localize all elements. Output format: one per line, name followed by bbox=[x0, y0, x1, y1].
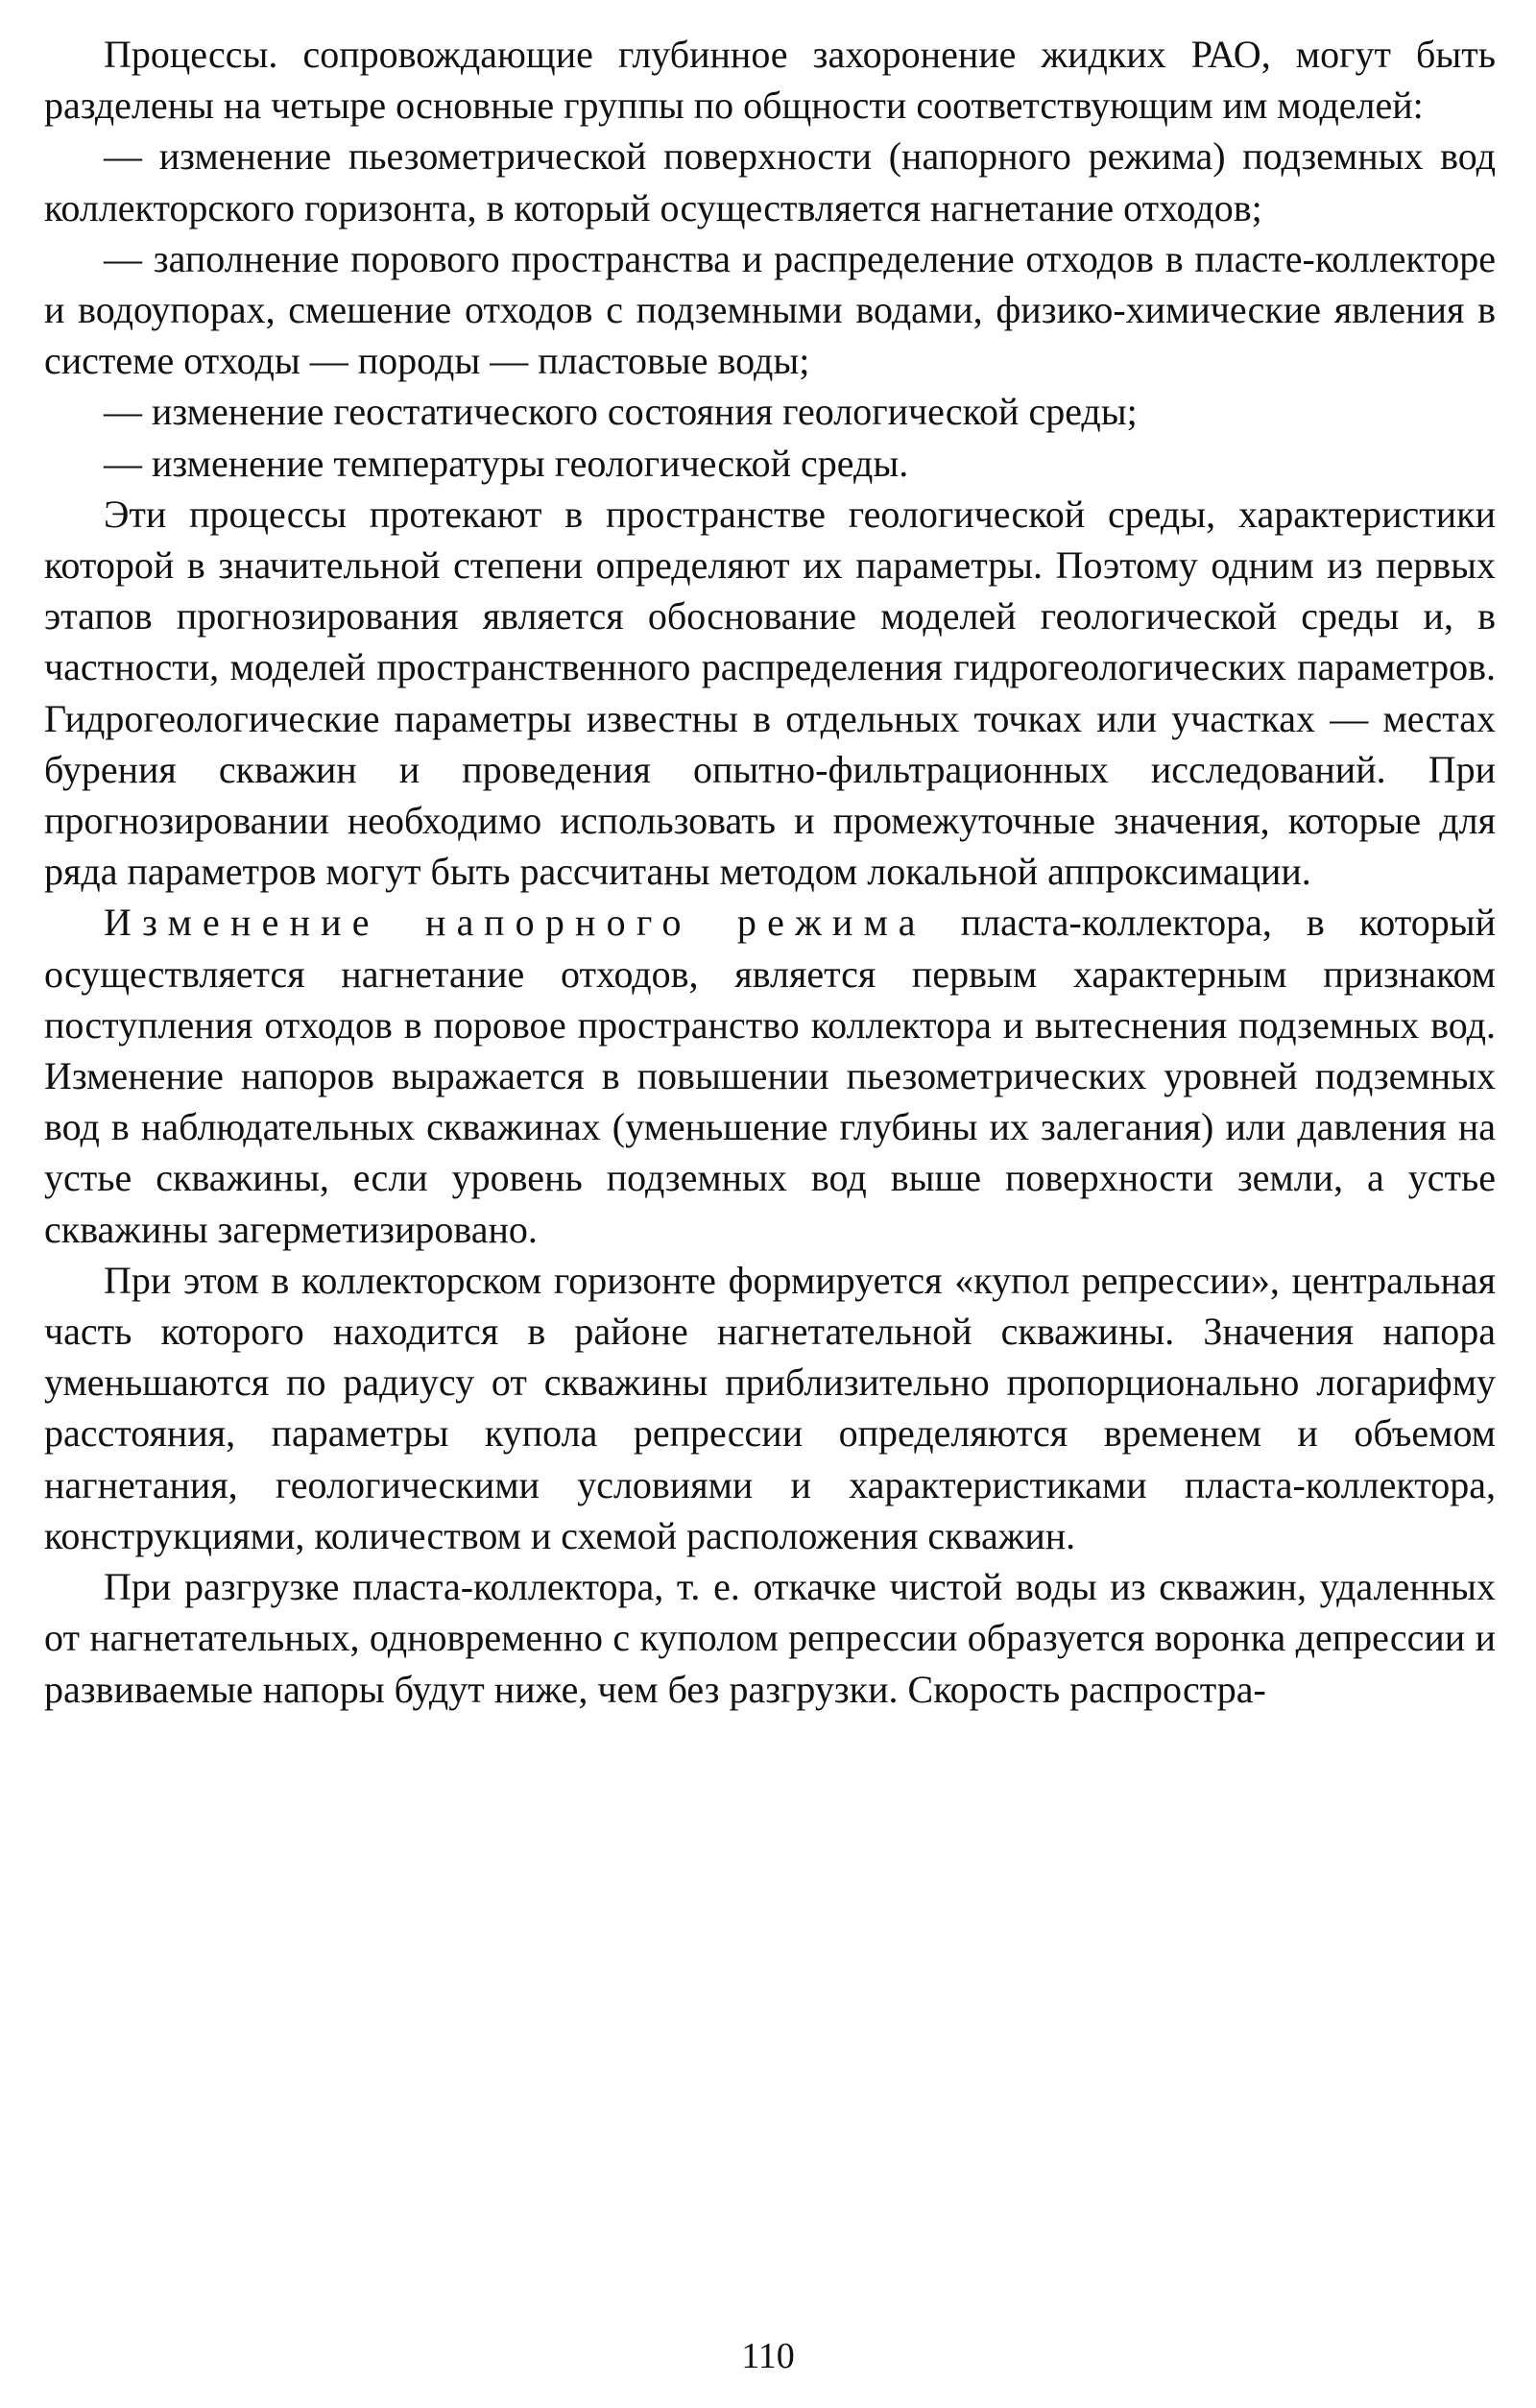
paragraph-pressure-change-text: пласта-коллектора, в который осуществляется нагнетание отходов, является первым характерным признаком поступления отходов в поровое пространство коллектора и вытеснения подземных вод. Изменение напоров выражается в повышении пьезометрических уровней подземных вод в наблюдательных скважинах (уменьшение глубины их залегания) или давления на устье скважины, если уровень подземных вод выше поверхности земли, а устье скважины загерметизировано. bbox=[44, 901, 1496, 1251]
paragraph-repression-dome: При этом в коллекторском горизонте формируется «купол репрессии», центральная часть которого находится в районе нагнетательной скважины. Значения напора уменьшаются по радиусу от скважины приблизительно пропорционально логарифму расстояния, параметры купола репрессии определяются временем и объемом нагнетания, геологическими условиями и характеристиками пласта-коллектора, конструкциями, количеством и схемой расположения скважин. bbox=[44, 1258, 1496, 1557]
page-body bbox=[44, 29, 1496, 1715]
list-item-piezometric: — изменение пьезометрической поверхности (напорного режима) подземных вод коллекторского горизонта, в который осуществляется нагнетание отходов; bbox=[44, 134, 1496, 229]
paragraph-pressure-change bbox=[44, 897, 1496, 1254]
paragraph-geological-environment: Эти процессы протекают в пространстве геологической среды, характеристики которой в значительной степени определяют их параметры. Поэтому одним из первых этапов прогнозирования является обоснование моделей геологической среды и, в частности, моделей пространственного распределения гидрогеологических параметров. Гидрогеологические параметры известны в отдельных точках или участках — местах бурения скважин и проведения опытно-фильтрационных исследований. При прогнозировании необходимо использовать и промежуточные значения, которые для ряда параметров могут быть рассчитаны методом локальной аппроксимации. bbox=[44, 492, 1496, 894]
list-item-geostatic: — изменение геостатического состояния геологической среды; bbox=[104, 390, 1138, 434]
spaced-emphasis: Изменение напорного режима bbox=[104, 901, 926, 945]
paragraph-unloading: При разгрузке пласта-коллектора, т. е. откачке чистой воды из скважин, удаленных от нагнетательных, одновременно с куполом репрессии образуется воронка депрессии и развиваемые напоры будут ниже, чем без разгрузки. Скорость распростра- bbox=[44, 1565, 1496, 1711]
list-item-pore-space: — заполнение порового пространства и распределение отходов в пласте-коллекторе и водоупорах, смешение отходов с подземными водами, физико-химические явления в системе отходы — породы — пластовые воды; bbox=[44, 236, 1496, 383]
page-number: 110 bbox=[741, 2336, 795, 2376]
list-item-temperature: — изменение температуры геологической среды. bbox=[104, 441, 909, 485]
paragraph-intro: Процессы. сопровождающие глубинное захоронение жидких РАО, могут быть разделены на четыре основные группы по общности соответствующим им моделей: bbox=[44, 33, 1496, 128]
